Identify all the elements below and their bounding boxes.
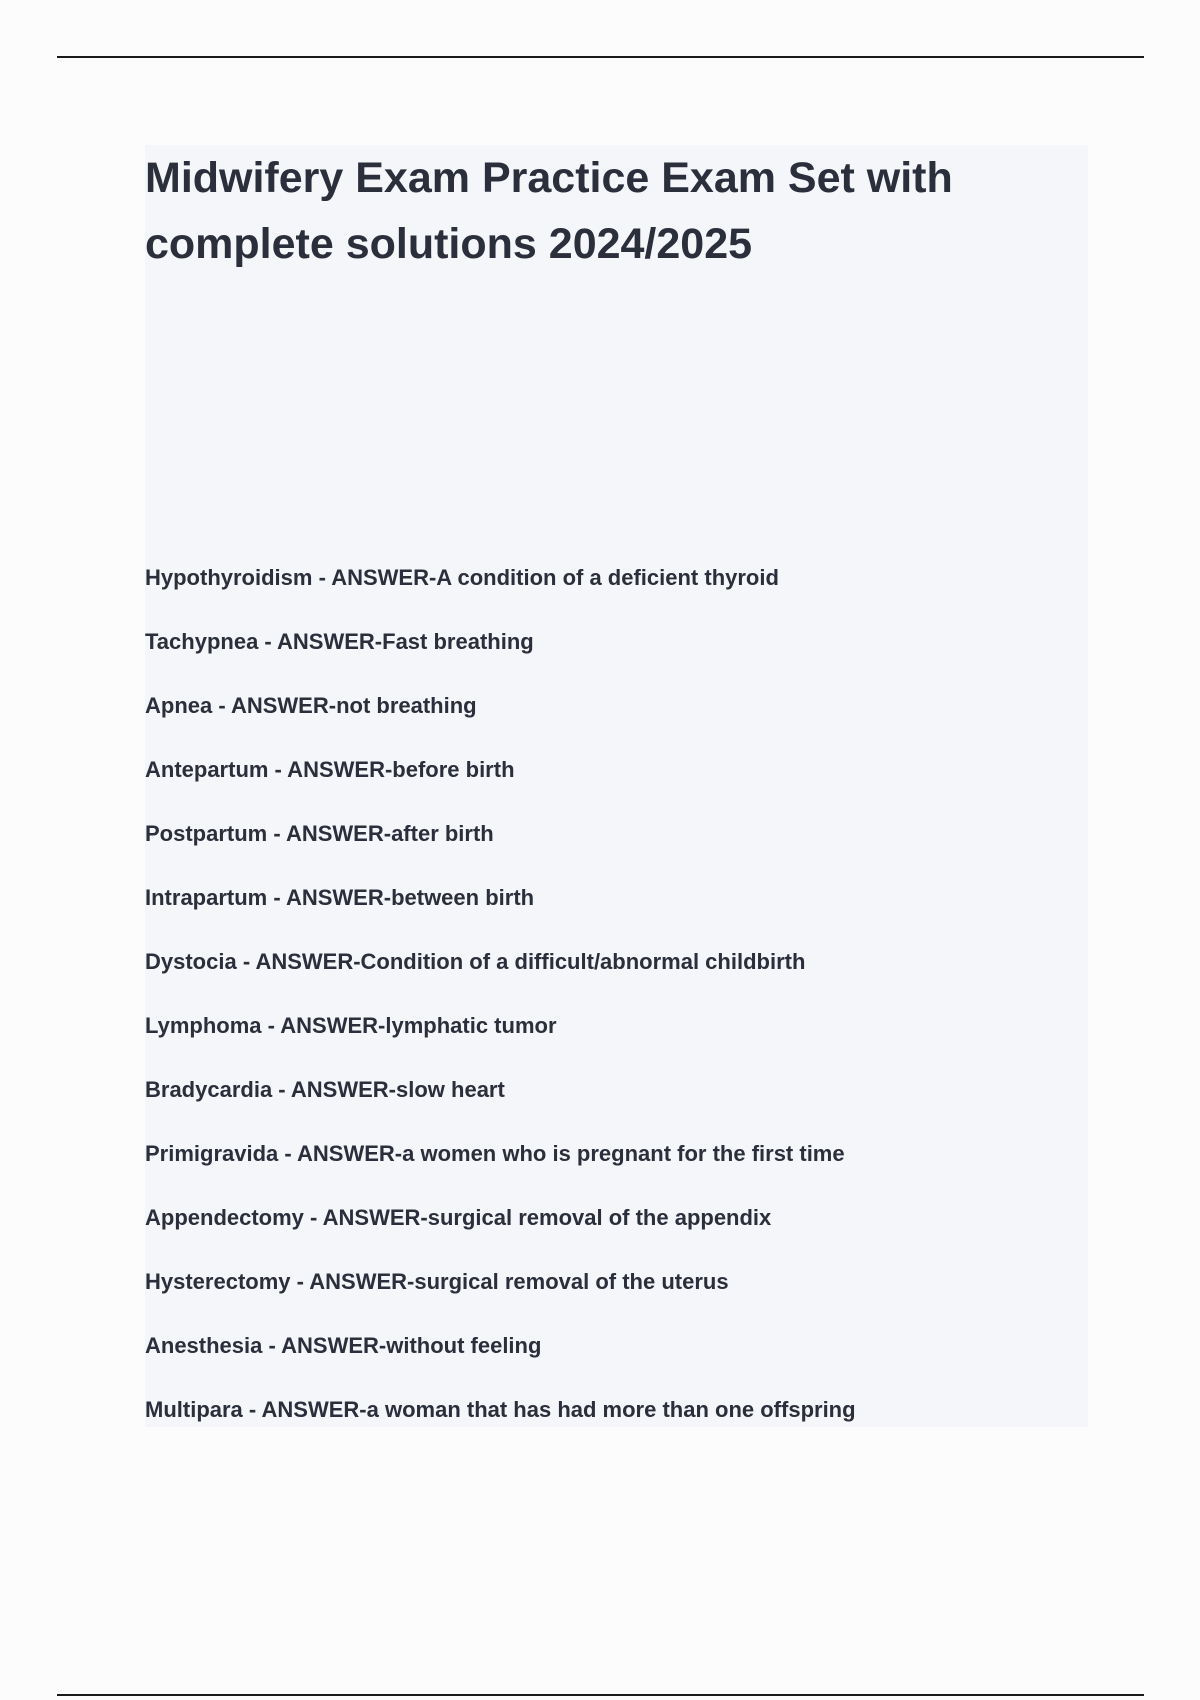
qa-item: Apnea - ANSWER-not breathing: [145, 693, 477, 718]
qa-item: Multipara - ANSWER-a woman that has had more than one offspring: [145, 1397, 856, 1422]
qa-item: Dystocia - ANSWER-Condition of a difficult/abnormal childbirth: [145, 949, 806, 974]
document-body: [145, 145, 1088, 1427]
qa-item: Primigravida - ANSWER-a women who is pregnant for the first time: [145, 1141, 845, 1166]
footer-rule: [57, 1694, 1144, 1696]
qa-item: Bradycardia - ANSWER-slow heart: [145, 1077, 505, 1102]
qa-item: Hysterectomy - ANSWER-surgical removal of the uterus: [145, 1269, 729, 1294]
qa-item: Appendectomy - ANSWER-surgical removal of the appendix: [145, 1205, 772, 1230]
qa-item: Tachypnea - ANSWER-Fast breathing: [145, 629, 534, 654]
qa-item: Anesthesia - ANSWER-without feeling: [145, 1333, 542, 1358]
qa-item: Intrapartum - ANSWER-between birth: [145, 885, 535, 910]
qa-item: Lymphoma - ANSWER-lymphatic tumor: [145, 1013, 557, 1038]
document-title: Midwifery Exam Practice Exam Set with complete solutions 2024/2025: [145, 154, 953, 268]
header-rule: [57, 56, 1144, 58]
qa-item: Postpartum - ANSWER-after birth: [145, 821, 494, 846]
qa-item: Hypothyroidism - ANSWER-A condition of a deficient thyroid: [145, 565, 779, 590]
qa-item: Antepartum - ANSWER-before birth: [145, 757, 515, 782]
qa-list: [145, 563, 856, 1459]
